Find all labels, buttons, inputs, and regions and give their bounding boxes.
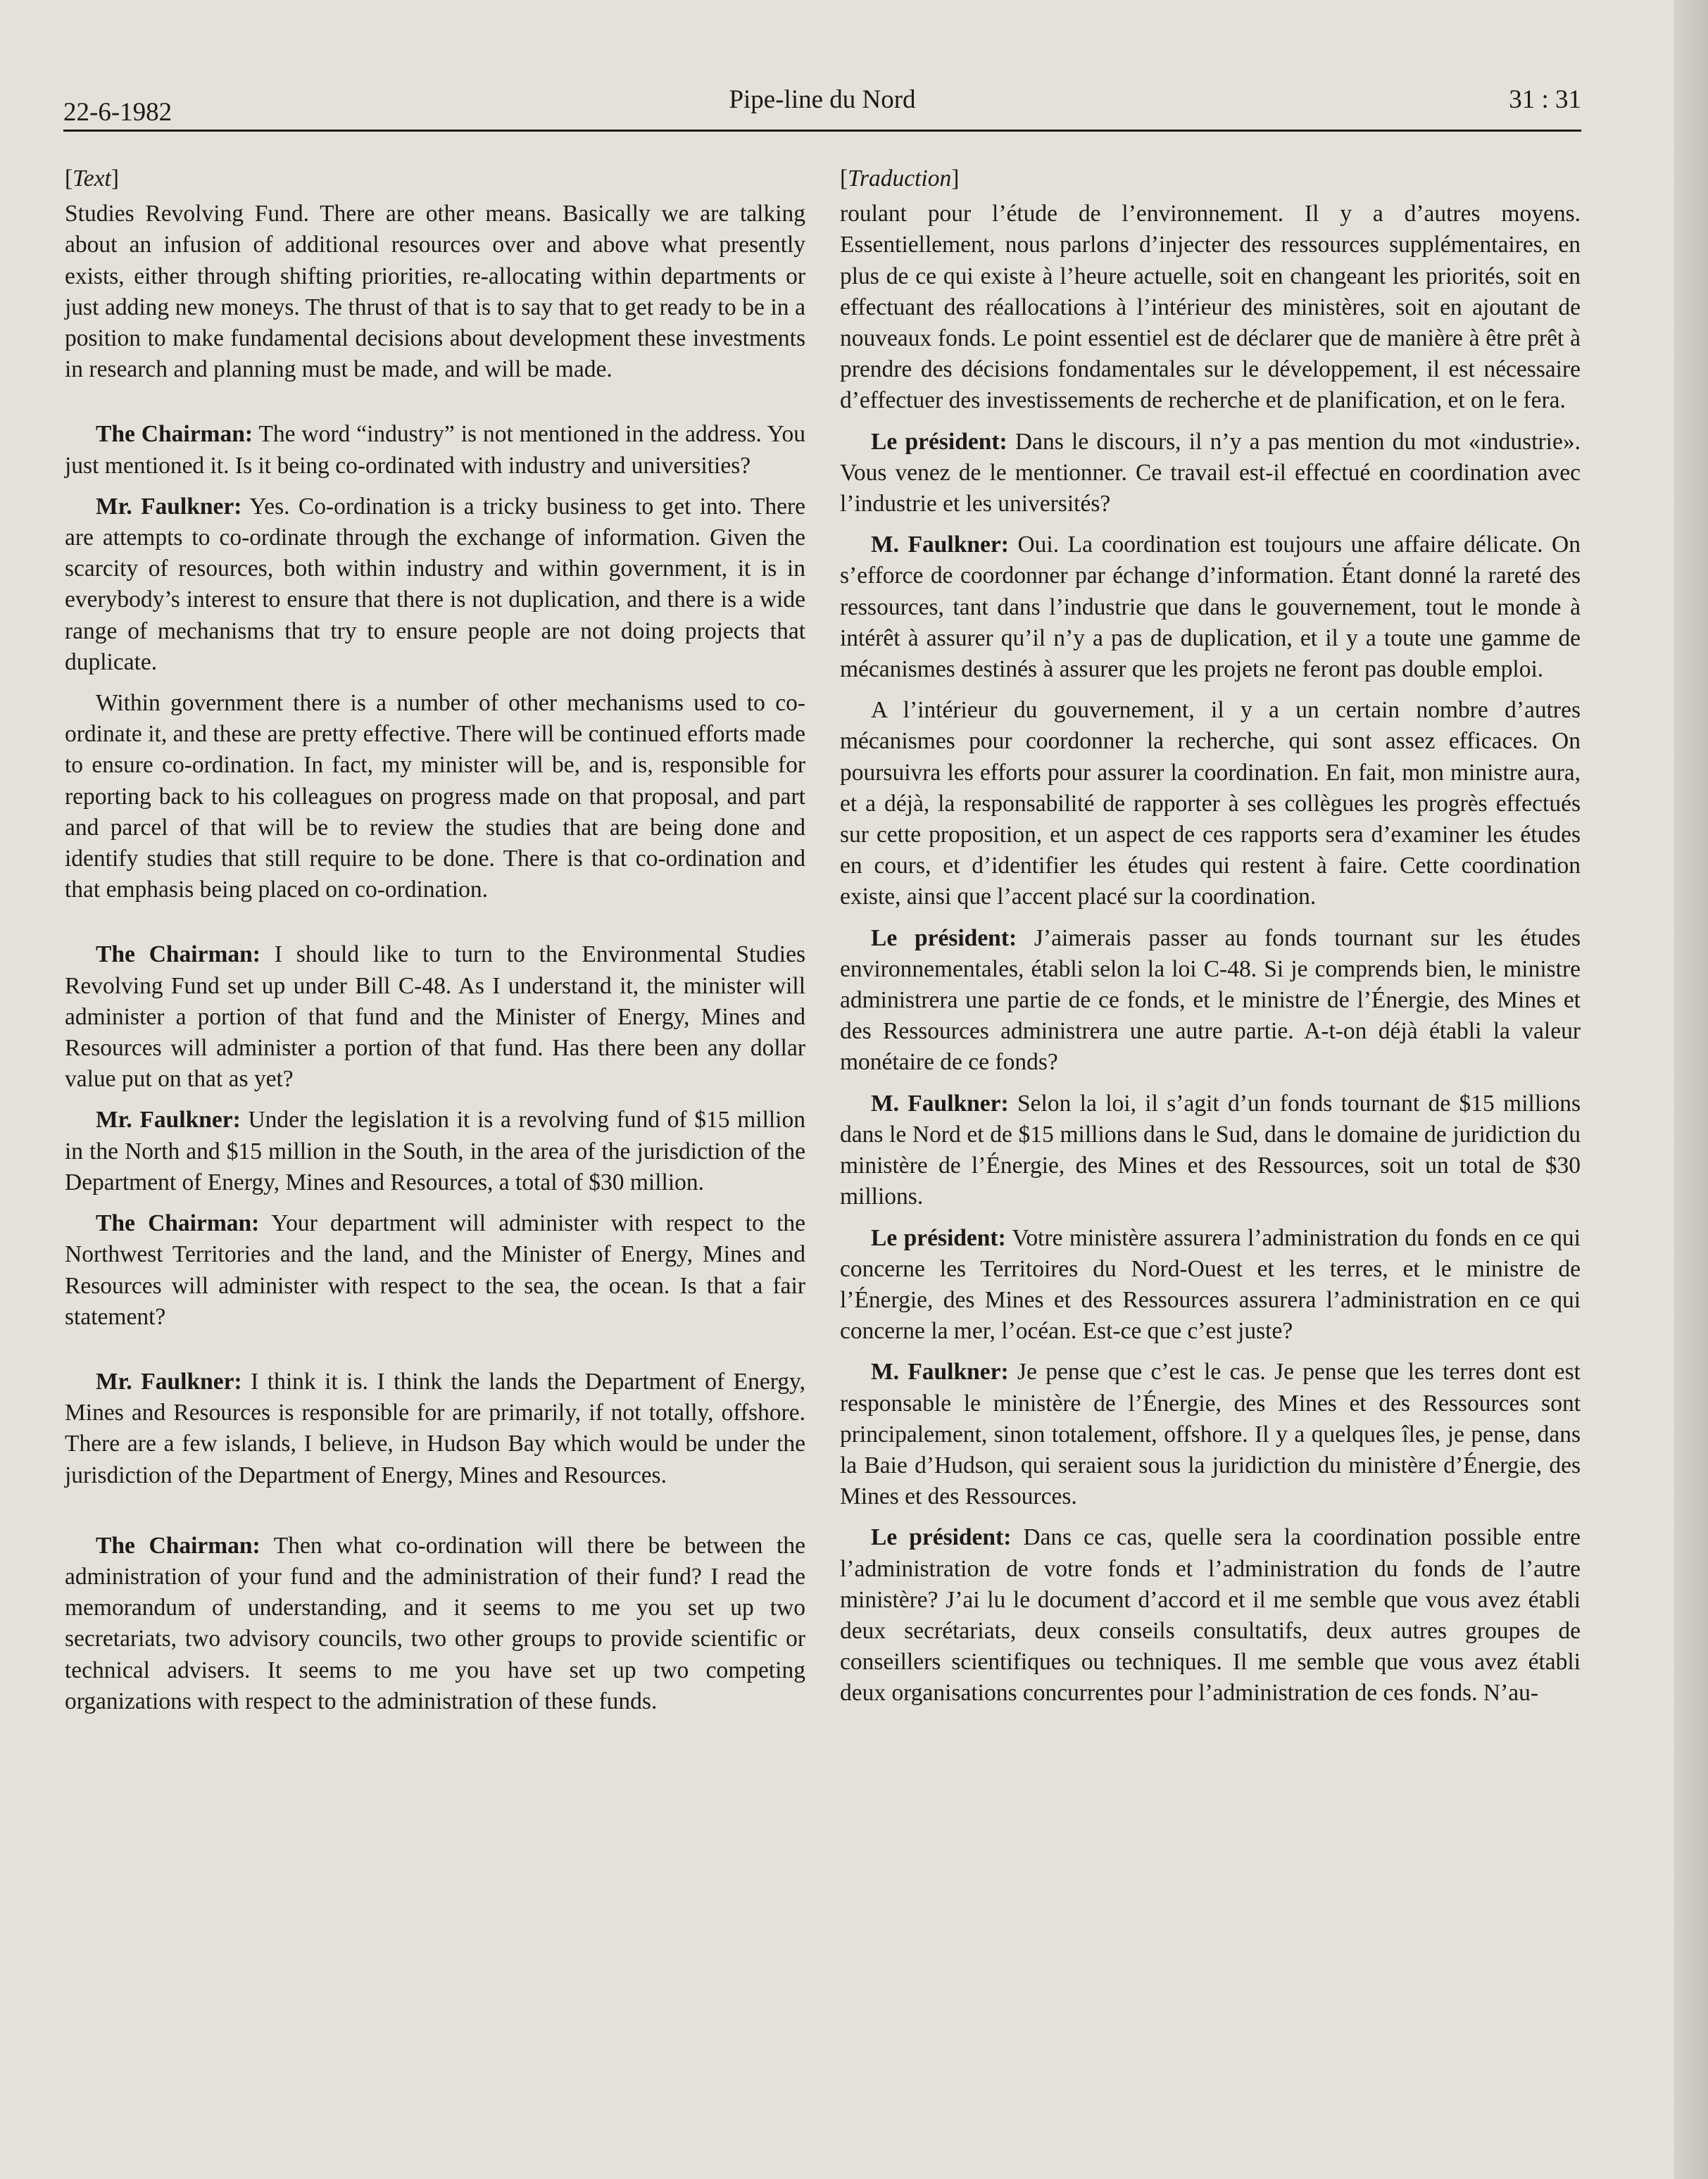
paragraph xyxy=(65,688,805,905)
paragraph-text: Oui. La coordination est toujours une affaire délicate. On s’efforce de coordonner par échange d’information. Étant donné la rareté des ressources, tant dans l’industrie que dans le gouvernement, tout le monde à intérêt à assurer qu’il n’y a pas de duplication, et il y a toute une gamme de mécanismes destinés à assurer que les projets ne feront pas double emploi. xyxy=(840,532,1581,683)
language-marker-text: Traduction xyxy=(848,165,952,191)
speaker-label: Mr. Faulkner: xyxy=(96,1368,242,1395)
header-rule xyxy=(63,130,1581,132)
paragraph xyxy=(840,1522,1581,1709)
speaker-label: The Chairman: xyxy=(96,421,253,448)
speaker-label: The Chairman: xyxy=(96,941,260,968)
paragraph-text: Studies Revolving Fund. There are other means. Basically we are talking about an infusion of additional resources over and above what presently exists, either through shifting priorities, re-allocating within departments or just adding new moneys. The thrust of that is to say that to get ready to be in a position to make fundamental decisions about development these investments in research and planning must be made, and will be made. xyxy=(65,201,805,383)
paragraph-text: I should like to turn to the Environmental Studies Revolving Fund set up under Bill C-48. As I understand it, the minister will administer a portion of that fund and the Minister of Energy, Mines and Resources will administer a portion of that fund. Has there been any dollar value put on that as yet? xyxy=(65,941,805,1093)
speaker-label: Mr. Faulkner: xyxy=(96,1107,241,1134)
paragraph xyxy=(840,427,1581,520)
language-marker: [Traduction] xyxy=(840,165,960,191)
paragraph xyxy=(840,1223,1581,1348)
paragraph xyxy=(65,1208,805,1333)
language-marker-text: Text xyxy=(73,165,111,191)
paragraph xyxy=(65,1367,805,1491)
page-header xyxy=(63,84,1581,127)
page-edge xyxy=(1674,0,1708,2179)
paragraph xyxy=(840,1357,1581,1512)
speaker-label: Le président: xyxy=(871,924,1017,951)
speaker-label: Mr. Faulkner: xyxy=(96,493,242,520)
speaker-label: Le président: xyxy=(871,1524,1012,1551)
paragraph xyxy=(840,923,1581,1079)
paragraph-text: Yes. Co-ordination is a tricky business to get into. There are attempts to co-ordinate through the exchange of information. Given the scarcity of resources, both within industry and within government, it is in everybody’s interest to ensure that there is not duplication, and there is a wide range of mechanisms that try to ensure people are not doing projects that duplicate. xyxy=(65,493,805,675)
paragraph xyxy=(840,199,1581,416)
left-column xyxy=(65,163,805,1717)
speaker-label: M. Faulkner: xyxy=(871,1090,1009,1117)
header-page-number: 31 : 31 xyxy=(1509,85,1581,114)
paragraph-text: Your department will administer with respect to the Northwest Territories and the land, and the Minister of Energy, Mines and Resources will administer with respect to the sea, the ocean. Is that a fair statement? xyxy=(65,1210,806,1330)
paragraph xyxy=(65,419,805,481)
paragraph xyxy=(840,1088,1581,1213)
right-column xyxy=(840,163,1581,1709)
speaker-label: Le président: xyxy=(871,428,1007,455)
paragraph xyxy=(65,1105,805,1198)
paragraph-text: Dans le discours, il n’y a pas mention du mot «industrie». Vous venez de le mentionner. Ce travail est-il effectué en coordination avec l’industrie et les universités? xyxy=(840,428,1581,517)
header-date: 22-6-1982 xyxy=(63,98,172,127)
paragraph xyxy=(65,1531,805,1717)
paragraph-text: J’aimerais passer au fonds tournant sur les études environnementales, établi selon la loi C-48. Si je comprends bien, le ministre administrera une partie de ce fonds, et le ministre de l’Énergie, des Mines et des Ressources administrera une autre partie. A-t-on déjà établi la valeur monétaire de ce fonds? xyxy=(840,924,1581,1076)
paragraph-text: I think it is. I think the lands the Department of Energy, Mines and Resources is responsible for are primarily, if not totally, offshore. There are a few islands, I believe, in Hudson Bay which would be under the jurisdiction of the Department of Energy, Mines and Resources. xyxy=(65,1368,805,1488)
speaker-label: Le président: xyxy=(871,1224,1006,1251)
paragraph-text: Je pense que c’est le cas. Je pense que les terres dont est responsable le ministère de l’Énergie, des Mines et des Ressources sont principalement, sinon totalement, offshore. Il y a quelques îles, je pense, dans la Baie d’Hudson, qui seraient sous la juridiction du ministère d’Énergie, des Mines et des Ressources. xyxy=(840,1359,1581,1510)
language-marker: [Text] xyxy=(65,165,119,191)
paragraph xyxy=(840,529,1581,685)
speaker-label: M. Faulkner: xyxy=(871,532,1009,558)
paragraph-text: Under the legislation it is a revolving fund of $15 million in the North and $15 million in the South, in the area of the jurisdiction of the Department of Energy, Mines and Resources, a total of $30 million. xyxy=(65,1107,805,1195)
paragraph-text: roulant pour l’étude de l’environnement. Il y a d’autres moyens. Essentiellement, nous parlons d’injecter des ressources supplémentaires, en plus de ce qui existe à l’heure actuelle, soit en changeant les priorités, soit en effectuant des réallocations à l’intérieur des ministères, soit en ajoutant de nouveaux fonds. Le point essentiel est de déclarer que de manière à être prêt à prendre des décisions fondamentales sur le développement, il est nécessaire d’effectuer des investissements de recherche et de planification, et on le fera. xyxy=(840,201,1581,414)
paragraph-text: Selon la loi, il s’agit d’un fonds tournant de $15 millions dans le Nord et de $15 millions dans le Sud, dans le domaine de juridiction du ministère de l’Énergie, des Mines et des Ressources, soit un total de $30 millions. xyxy=(840,1090,1581,1210)
paragraph xyxy=(840,695,1581,912)
paragraph-text: The word “industry” is not mentioned in the address. You just mentioned it. Is it being co-ordinated with industry and universities? xyxy=(65,421,805,479)
paragraph xyxy=(65,199,805,385)
speaker-label: The Chairman: xyxy=(96,1532,260,1559)
speaker-label: The Chairman: xyxy=(96,1210,260,1237)
paragraph-text: Within government there is a number of other mechanisms used to co-ordinate it, and these are pretty effective. There will be continued efforts made to ensure co-ordination. In fact, my minister will be, and is, responsible for reporting back to his colleagues on progress made on that proposal, and part and parcel of that will be to review the studies that are being done and identify studies that still require to be done. There is that co-ordination and that emphasis being placed on co-ordination. xyxy=(65,690,805,903)
paragraph xyxy=(65,939,805,1095)
paragraph xyxy=(65,491,805,678)
paragraph-text: A l’intérieur du gouvernement, il y a un certain nombre d’autres mécanismes pour coordonner la recherche, qui sont assez efficaces. On poursuivra les efforts pour assurer la coordination. En fait, mon ministre aura, et a déjà, la responsabilité de rapporter à ses collègues les progrès effectués sur cette proposition, et un aspect de ces rapports sera d’examiner les études en cours, et d’identifier les études qui restent à faire. Cette coordination existe, ainsi que l’accent placé sur la coordination. xyxy=(840,697,1581,910)
paragraph-text: Then what co-ordination will there be between the administration of your fund and the administration of their fund? I read the memorandum of understanding, and it seems to me you set up two secretariats, two advisory councils, two other groups to provide scientific or technical advisers. It seems to me you have set up two competing organizations with respect to the administration of these funds. xyxy=(65,1532,805,1714)
paragraph-text: Votre ministère assurera l’administration du fonds en ce qui concerne les Territoires du Nord-Ouest et les terres, et le ministre de l’Énergie, des Mines et des Ressources assurera l’administration en ce qui concerne la mer, l’océan. Est-ce que c’est juste? xyxy=(840,1224,1581,1345)
speaker-label: M. Faulkner: xyxy=(871,1359,1009,1386)
paragraph-text: Dans ce cas, quelle sera la coordination possible entre l’administration de votre fonds et l’administration du fonds de l’autre ministère? J’ai lu le document d’accord et il me semble que vous avez établi deux secrétariats, deux conseils consultatifs, deux autres groupes de conseillers scientifiques ou techniques. Il me semble que vous avez établi deux organisations concurrentes pour l’administration de ces fonds. N’au- xyxy=(840,1524,1581,1707)
header-title: Pipe-line du Nord xyxy=(729,85,916,114)
